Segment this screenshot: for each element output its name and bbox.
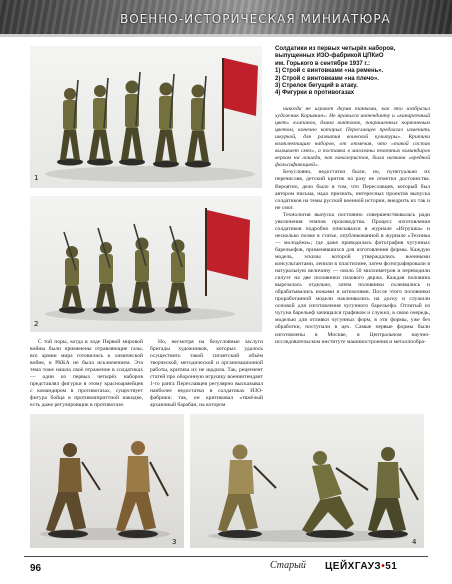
photo-2 <box>30 196 262 332</box>
paragraph: никогда не играют двумя танками, как это изобразил художник Корьякин». Не нравился интенданту и «канареечный цвет» клапанов, длина винтовок, покрашенных коричневым цветом, конечно которых Переславцев предлагал изменить шкуркой, для развития воинской культуры». Критики комплектацию наборов, от отмечая, что «такой состав вызывает смех», а поставка в магазины пехотных командиров верхом на лошади, как кавалеристов, была названа «вредной фальсификацией». <box>275 106 430 169</box>
soldier-row-2 <box>59 224 191 314</box>
running-soldier <box>46 443 100 538</box>
photo-number: 2 <box>34 320 39 328</box>
caption-line: 3) Стрелок бегущий в атаку. <box>275 83 358 90</box>
photo-2-figures <box>30 196 262 332</box>
photo-3-figures <box>30 414 184 548</box>
paragraph: Но, несмотря на безусловные заслуги бригады художников, которых удалось осуществить такой гигантский объём творческой, методической и организационной работы, критика их не щадила. Так, рецензент статей про оборонную игрушку военинтендант 1-го ранга Переславцев регулярно высказывал наиболее недостатки в солдатиках ИЗО-фабрики: так, он критиковал «тяжёлый архаичный барабан, на котором <box>150 339 263 409</box>
gas-mask-soldier <box>368 447 418 538</box>
article-column-left <box>30 339 143 409</box>
photo-caption <box>275 46 435 98</box>
article-column-middle <box>150 339 263 409</box>
running-soldier <box>116 441 168 538</box>
gas-mask-soldier <box>218 445 276 539</box>
caption-line: 1) Строй с винтовками «на ремень». <box>275 68 384 75</box>
footer-rule <box>24 556 428 557</box>
photo-number: 1 <box>34 174 39 182</box>
brand-name: ЦЕЙХГАУЗ <box>325 561 382 572</box>
caption-line: 2) Строй с винтовками «на плечо». <box>275 75 379 82</box>
header-rule <box>0 34 452 37</box>
brand-separator: • <box>381 561 386 572</box>
photo-3 <box>30 414 184 548</box>
photo-number: 4 <box>412 538 417 546</box>
photo-4 <box>190 414 424 548</box>
gas-mask-soldier-running <box>302 451 368 538</box>
page-number: 96 <box>30 563 42 574</box>
caption-line: 4) Фигурки в противогазах <box>275 90 355 97</box>
photo-1-figures <box>30 46 262 188</box>
caption-line: им. Горького в сентябре 1937 г.: <box>275 60 370 67</box>
magazine-logo-word: Старый <box>270 560 306 571</box>
photo-1 <box>30 46 262 188</box>
paragraph: Безусловно, недостатки были, но, пунктуально их перечисляя, детский критик на разу не отметил достоинства. Вероятно, дело было в том, что Переславцев, который был автором письма, надо признать, интересных проектов выпуска солдатиков на темы русской военной истории, внедрить их так и не смог. <box>275 169 430 211</box>
magazine-brand <box>325 561 397 572</box>
running-head: ВОЕННО-ИСТОРИЧЕСКАЯ МИНИАТЮРА <box>120 12 391 26</box>
red-banner <box>206 208 250 296</box>
photo-number: 3 <box>172 538 177 546</box>
paragraph: С той поры, когда в ходе Первой мировой войны были применены отравляющие газы, все армии мира готовились к химической войне, и РККА не была исключением. Эта тема тоже нашла своё отражение в солдатиках — один из первых четырёх наборов представлял фигурки в этому красноармейцев с командиром в противогазах, существует фигура бойца в противоиприттной накидке, есть даже регулировщик в противогазе. <box>30 339 143 409</box>
header-band <box>0 0 452 34</box>
soldier-row-1 <box>57 72 211 168</box>
caption-line: Солдатики из первых четырёх наборов, <box>275 46 396 52</box>
issue-number: 51 <box>385 561 398 572</box>
red-banner <box>223 58 258 151</box>
photo-4-figures <box>190 414 424 548</box>
caption-line: выпущенных ИЗО-фабрикой ЦПКиО <box>275 53 384 60</box>
paragraph: Технология выпуска постоянно совершенствовалась ради увеличения темпов производства. Процесс изготовления солдатиков подробно описывался в журнале «Игрушка» и несколько позже в статье, опубликованной в журнале «Техника — молодёжи»; где даже приводилась фотография чугунных барельефов, применявшихся для изготовления формы. Каждую модель, эскизы которой утверждались военными консультантами, лепили в пластилине, затем фотографировали в натуральную величину — около 50 миллиметров и переводили силуэт на две половинки пазового держа. Каждая половина вырезалась отдельно, затем половинки склеивались и обрабатывались ножами и штихелями. После этого половинки проработанной модели наклеивались на доску и служили основой для изготовления чугунного барельефа. Отлитый из чугуна барельеф зачищался графиком и служил, в свою очередь, моделью для отливки чугунных форм, в эти формы, уже без обработки, поступали в цех. Самые первые формы были изготовлены в Москве, в Центральном научно-исследовательском институте машиностроения и металлообра- <box>275 211 430 345</box>
article-column-right <box>275 106 430 406</box>
